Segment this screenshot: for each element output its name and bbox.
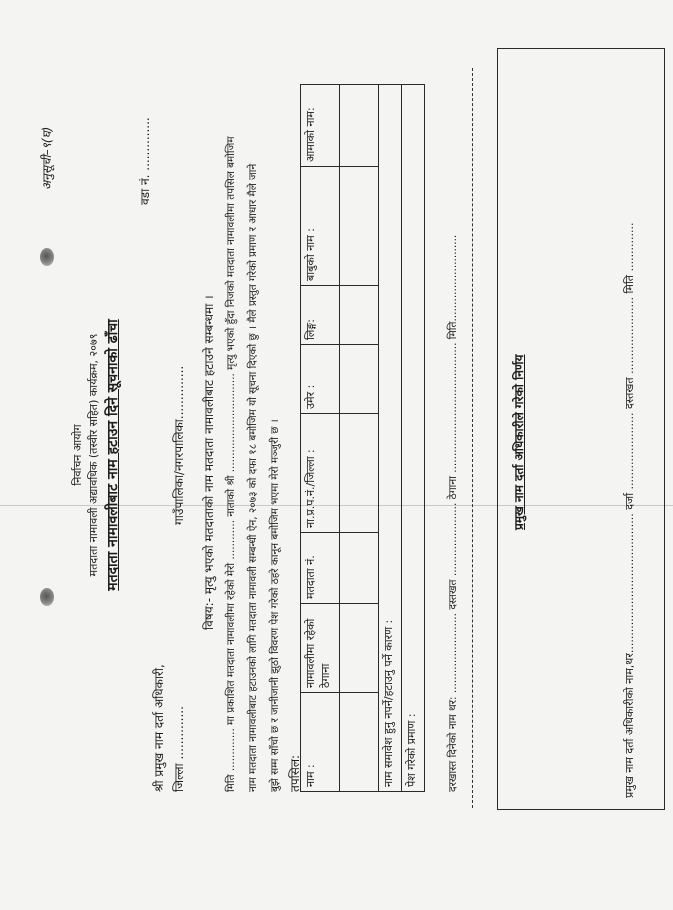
table-cell[interactable] (340, 167, 379, 286)
header-address: नामावलीमा रहेको ठेगाना (301, 604, 340, 693)
program-name: मतदाता नामावली अद्यावधिक (तस्वीर सहित) कार्यक्रम, २०७९ (87, 333, 100, 577)
cut-line (472, 68, 473, 808)
header-citizenship: ना.प्र.प.नं./जिल्ला : (301, 414, 340, 533)
table-cell[interactable] (340, 533, 379, 604)
header-father-name: बाबुको नाम : (301, 167, 340, 286)
body-paragraph-2: नाम मतदाता नामावलीबाट हटाउनको लागि मतदाता नामावली सम्बन्धी ऐन, २०७३ को दफा १८ बमोजिम यो सूचना दिएको छु । मैले प्रस्तुत गरेको प्रमाण र आधार मैले जाने (247, 163, 259, 792)
voter-details-table (300, 84, 425, 792)
table-header-row (301, 85, 340, 792)
decision-title: प्रमुख नाम दर्ता अधिकारीले गरेको निर्णय (512, 354, 526, 530)
header-age: उमेर : (301, 345, 340, 414)
addressee: श्री प्रमुख नाम दर्ता अधिकारी, (152, 664, 166, 792)
annex-label: अनुसूची–९(घ) (40, 126, 54, 190)
office-name: निर्वाचन आयोग (71, 424, 84, 486)
reason-row (379, 85, 402, 792)
body-paragraph-1: मिति ............. मा प्रकाशित मतदाता नामावलीमा रहेको मेरो ............ नाताको श्री .............................. मृत्यु भएको हुँदा निजको मतदाता नामावलीमा तपसिल बमोजिम (225, 136, 237, 792)
ward-number: वडा नं. .............. (138, 117, 152, 205)
table-row (340, 85, 379, 792)
table-cell[interactable] (340, 693, 379, 792)
municipality-field: गाउँपालिका/नगरपालिका.............. (172, 365, 186, 525)
body-paragraph-3: बुझे सम्म साँचो छ र जानीजानी झुठो विवरण पेश गरेको ठहरे कानून बमोजिम भएमा मेरो मञ्जुरी छ । (269, 419, 281, 792)
header-gender: लिङ्ग: (301, 286, 340, 345)
tapsil-label: तपसिल: (288, 754, 302, 792)
table-cell[interactable] (340, 85, 379, 167)
officer-signature-line: प्रमुख नाम दर्ता अधिकारीको नाम,थर........................................ दर्जा ...................... दस्तखत ...................... मिति .............. (623, 222, 636, 798)
proof-field[interactable]: पेश गरेको प्रमाण : (402, 85, 425, 792)
header-voter-no: मतदाता नं. (301, 533, 340, 604)
applicant-signature-line: दरखास्त दिनेको नाम थर: ........................ दस्तखत ...................... ठेगाना ....................................... मिति.......................... (447, 234, 459, 792)
header-mother-name: आमाको नाम: (301, 85, 340, 167)
table-cell[interactable] (340, 345, 379, 414)
form-title: मतदाता नामावलीबाट नाम हटाउन दिने सूचनाको ढाँचा (105, 319, 121, 591)
table-cell[interactable] (340, 414, 379, 533)
header-name: नाम : (301, 693, 340, 792)
subject-line: विषय:- मृत्यु भएको मतदाताको नाम मतदाता नामावलीबाट हटाउने सम्बन्धमा । (202, 295, 216, 630)
proof-row (402, 85, 425, 792)
reason-field[interactable]: नाम समावेश हुनु नपर्ने/हटाउनु पर्ने कारण : (379, 85, 402, 792)
district-field: जिल्ला .............. (172, 706, 186, 792)
table-cell[interactable] (340, 604, 379, 693)
table-cell[interactable] (340, 286, 379, 345)
